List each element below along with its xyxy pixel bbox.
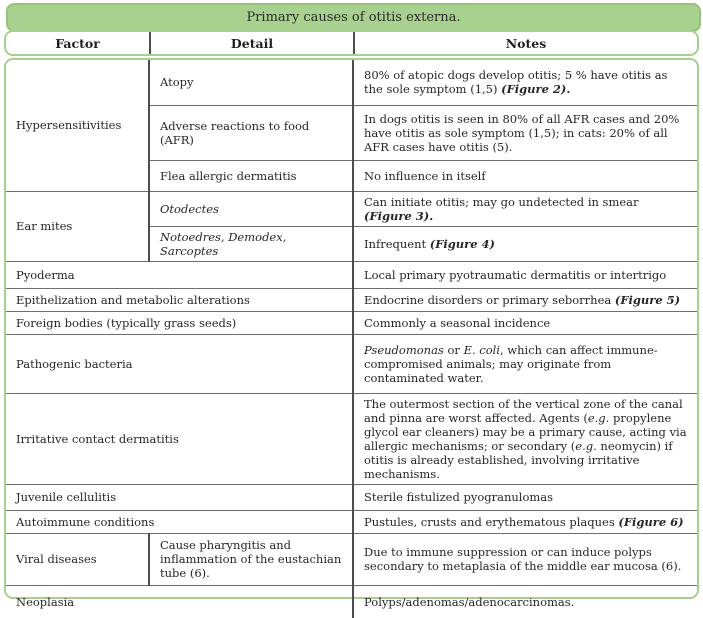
detail-cell: Adverse reactions to food (AFR) <box>149 105 353 160</box>
notes-cell: 80% of atopic dogs develop otitis; 5 % have otitis as the sole symptom (1,5) (Figure 2). <box>353 60 697 105</box>
factor-cell: Juvenile cellulitis <box>6 484 353 510</box>
column-header-factor: Factor <box>55 35 100 51</box>
factor-cell: Ear mites <box>6 191 149 261</box>
factor-cell: Pathogenic bacteria <box>6 334 353 393</box>
notes-cell: Pustules, crusts and erythematous plaques (Figure 6) <box>353 510 697 533</box>
notes-cell: Commonly a seasonal incidence <box>353 311 697 334</box>
table-row <box>6 261 697 288</box>
detail-cell: Otodectes <box>149 191 353 226</box>
table-row <box>6 585 697 618</box>
notes-cell: Polyps/adenomas/adenocarcinomas. <box>353 585 697 618</box>
factor-cell: Pyoderma <box>6 261 353 288</box>
factor-cell: Irritative contact dermatitis <box>6 393 353 484</box>
table-row <box>6 288 697 311</box>
notes-cell: No influence in itself <box>353 160 697 191</box>
factor-cell: Neoplasia <box>6 585 353 618</box>
notes-cell: The outermost section of the vertical zone of the canal and pinna are worst affected. Agents (e.g. propylene glycol ear cleaners) may be a primary cause, acting via allergic mechanisms; or secondary (e.g. neomycin) if otitis is already established, involving irritative mechanisms. <box>353 393 697 484</box>
factor-cell: Hypersensitivities <box>16 118 122 133</box>
table-row <box>6 510 697 533</box>
factor-cell: Foreign bodies (typically grass seeds) <box>6 311 353 334</box>
factor-cell: Autoimmune conditions <box>6 510 353 533</box>
column-header-detail: Detail <box>149 32 353 54</box>
table-title-bar <box>6 3 701 32</box>
detail-cell: Flea allergic dermatitis <box>149 160 353 191</box>
notes-cell: Pseudomonas or E. coli, which can affect immune-compromised animals; may originate from contaminated water. <box>353 334 697 393</box>
notes-cell: In dogs otitis is seen in 80% of all AFR cases and 20% have otitis as sole symptom (1,5); in cats: 20% of all AFR cases have otitis (5). <box>353 105 697 160</box>
detail-cell: Atopy <box>149 60 353 105</box>
detail-cell: Cause pharyngitis and inflammation of the eustachian tube (6). <box>149 533 353 585</box>
notes-cell: Local primary pyotraumatic dermatitis or intertrigo <box>353 261 697 288</box>
notes-cell: Can initiate otitis; may go undetected in smear (Figure 3). <box>353 191 697 226</box>
table-row <box>6 334 697 393</box>
table-body <box>4 58 699 609</box>
table-row <box>6 191 697 226</box>
factor-cell: Epithelization and metabolic alterations <box>6 288 353 311</box>
table-row <box>6 311 697 334</box>
notes-cell: Endocrine disorders or primary seborrhea (Figure 5) <box>353 288 697 311</box>
table-row <box>6 533 697 585</box>
table-row <box>6 484 697 510</box>
table-title: Primary causes of otitis externa. <box>246 10 461 25</box>
notes-cell: Infrequent (Figure 4) <box>353 226 697 261</box>
column-header-row <box>4 30 699 56</box>
table-row <box>6 60 697 105</box>
factor-cell: Viral diseases <box>6 533 149 585</box>
detail-cell: Notoedres, Demodex, Sarcoptes <box>149 226 353 261</box>
notes-cell: Sterile fistulized pyogranulomas <box>353 484 697 510</box>
notes-cell: Due to immune suppression or can induce polyps secondary to metaplasia of the middle ear mucosa (6). <box>353 533 697 585</box>
table-row <box>6 393 697 484</box>
causes-table <box>6 60 697 618</box>
column-header-notes: Notes <box>353 32 697 54</box>
